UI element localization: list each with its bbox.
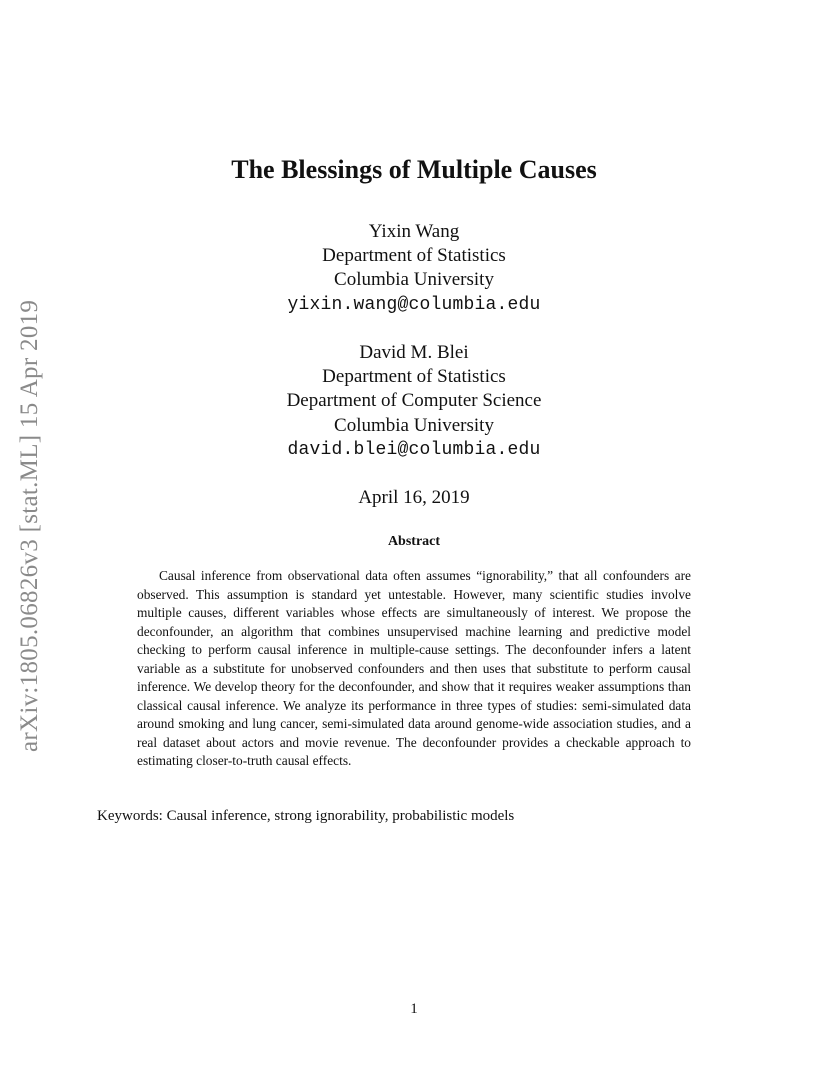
author-affiliation: Columbia University: [334, 414, 494, 436]
author-block-1: [0, 220, 828, 317]
arxiv-identifier-stamp: arXiv:1805.06826v3 [stat.ML] 15 Apr 2019: [16, 299, 43, 753]
author-name: David M. Blei: [359, 342, 469, 363]
author-block-2: [0, 341, 828, 462]
abstract-heading: Abstract: [387, 534, 441, 549]
page-number: 1: [410, 1001, 418, 1017]
author-affiliation: Columbia University: [334, 269, 494, 291]
publication-date: April 16, 2019: [358, 487, 470, 508]
author-email[interactable]: david.blei@columbia.edu: [287, 439, 541, 460]
keywords-line: Keywords: Causal inference, strong ignorability, probabilistic models: [97, 808, 515, 824]
author-email[interactable]: yixin.wang@columbia.edu: [287, 294, 541, 315]
author-affiliation: Department of Computer Science: [286, 390, 542, 412]
abstract-body: Causal inference from observational data often assumes “ignorability,” that all confounders are observed. This assumption is standard yet untestable. However, many scientific studies involve multiple causes, different variables whose effects are simultaneously of interest. We propose the deconfounder, an algorithm that combines unsupervised machine learning and predictive model checking to perform causal inference in multiple-cause settings. The deconfounder infers a latent variable as a substitute for unobserved confounders and then uses that substitute to perform causal inference. We develop theory for the deconfounder, and show that it requires weaker assumptions than classical causal inference. We analyze its performance in three types of studies: semi-simulated data around smoking and lung cancer, semi-simulated data around genome-wide association studies, and a real dataset about actors and movie revenue. The deconfounder provides a checkable approach to estimating closer-to-truth causal effects.: [137, 568, 691, 768]
author-name: Yixin Wang: [368, 221, 460, 242]
author-affiliation: Department of Statistics: [322, 245, 506, 267]
author-affiliation: Department of Statistics: [322, 366, 506, 388]
paper-title: The Blessings of Multiple Causes: [231, 155, 597, 184]
